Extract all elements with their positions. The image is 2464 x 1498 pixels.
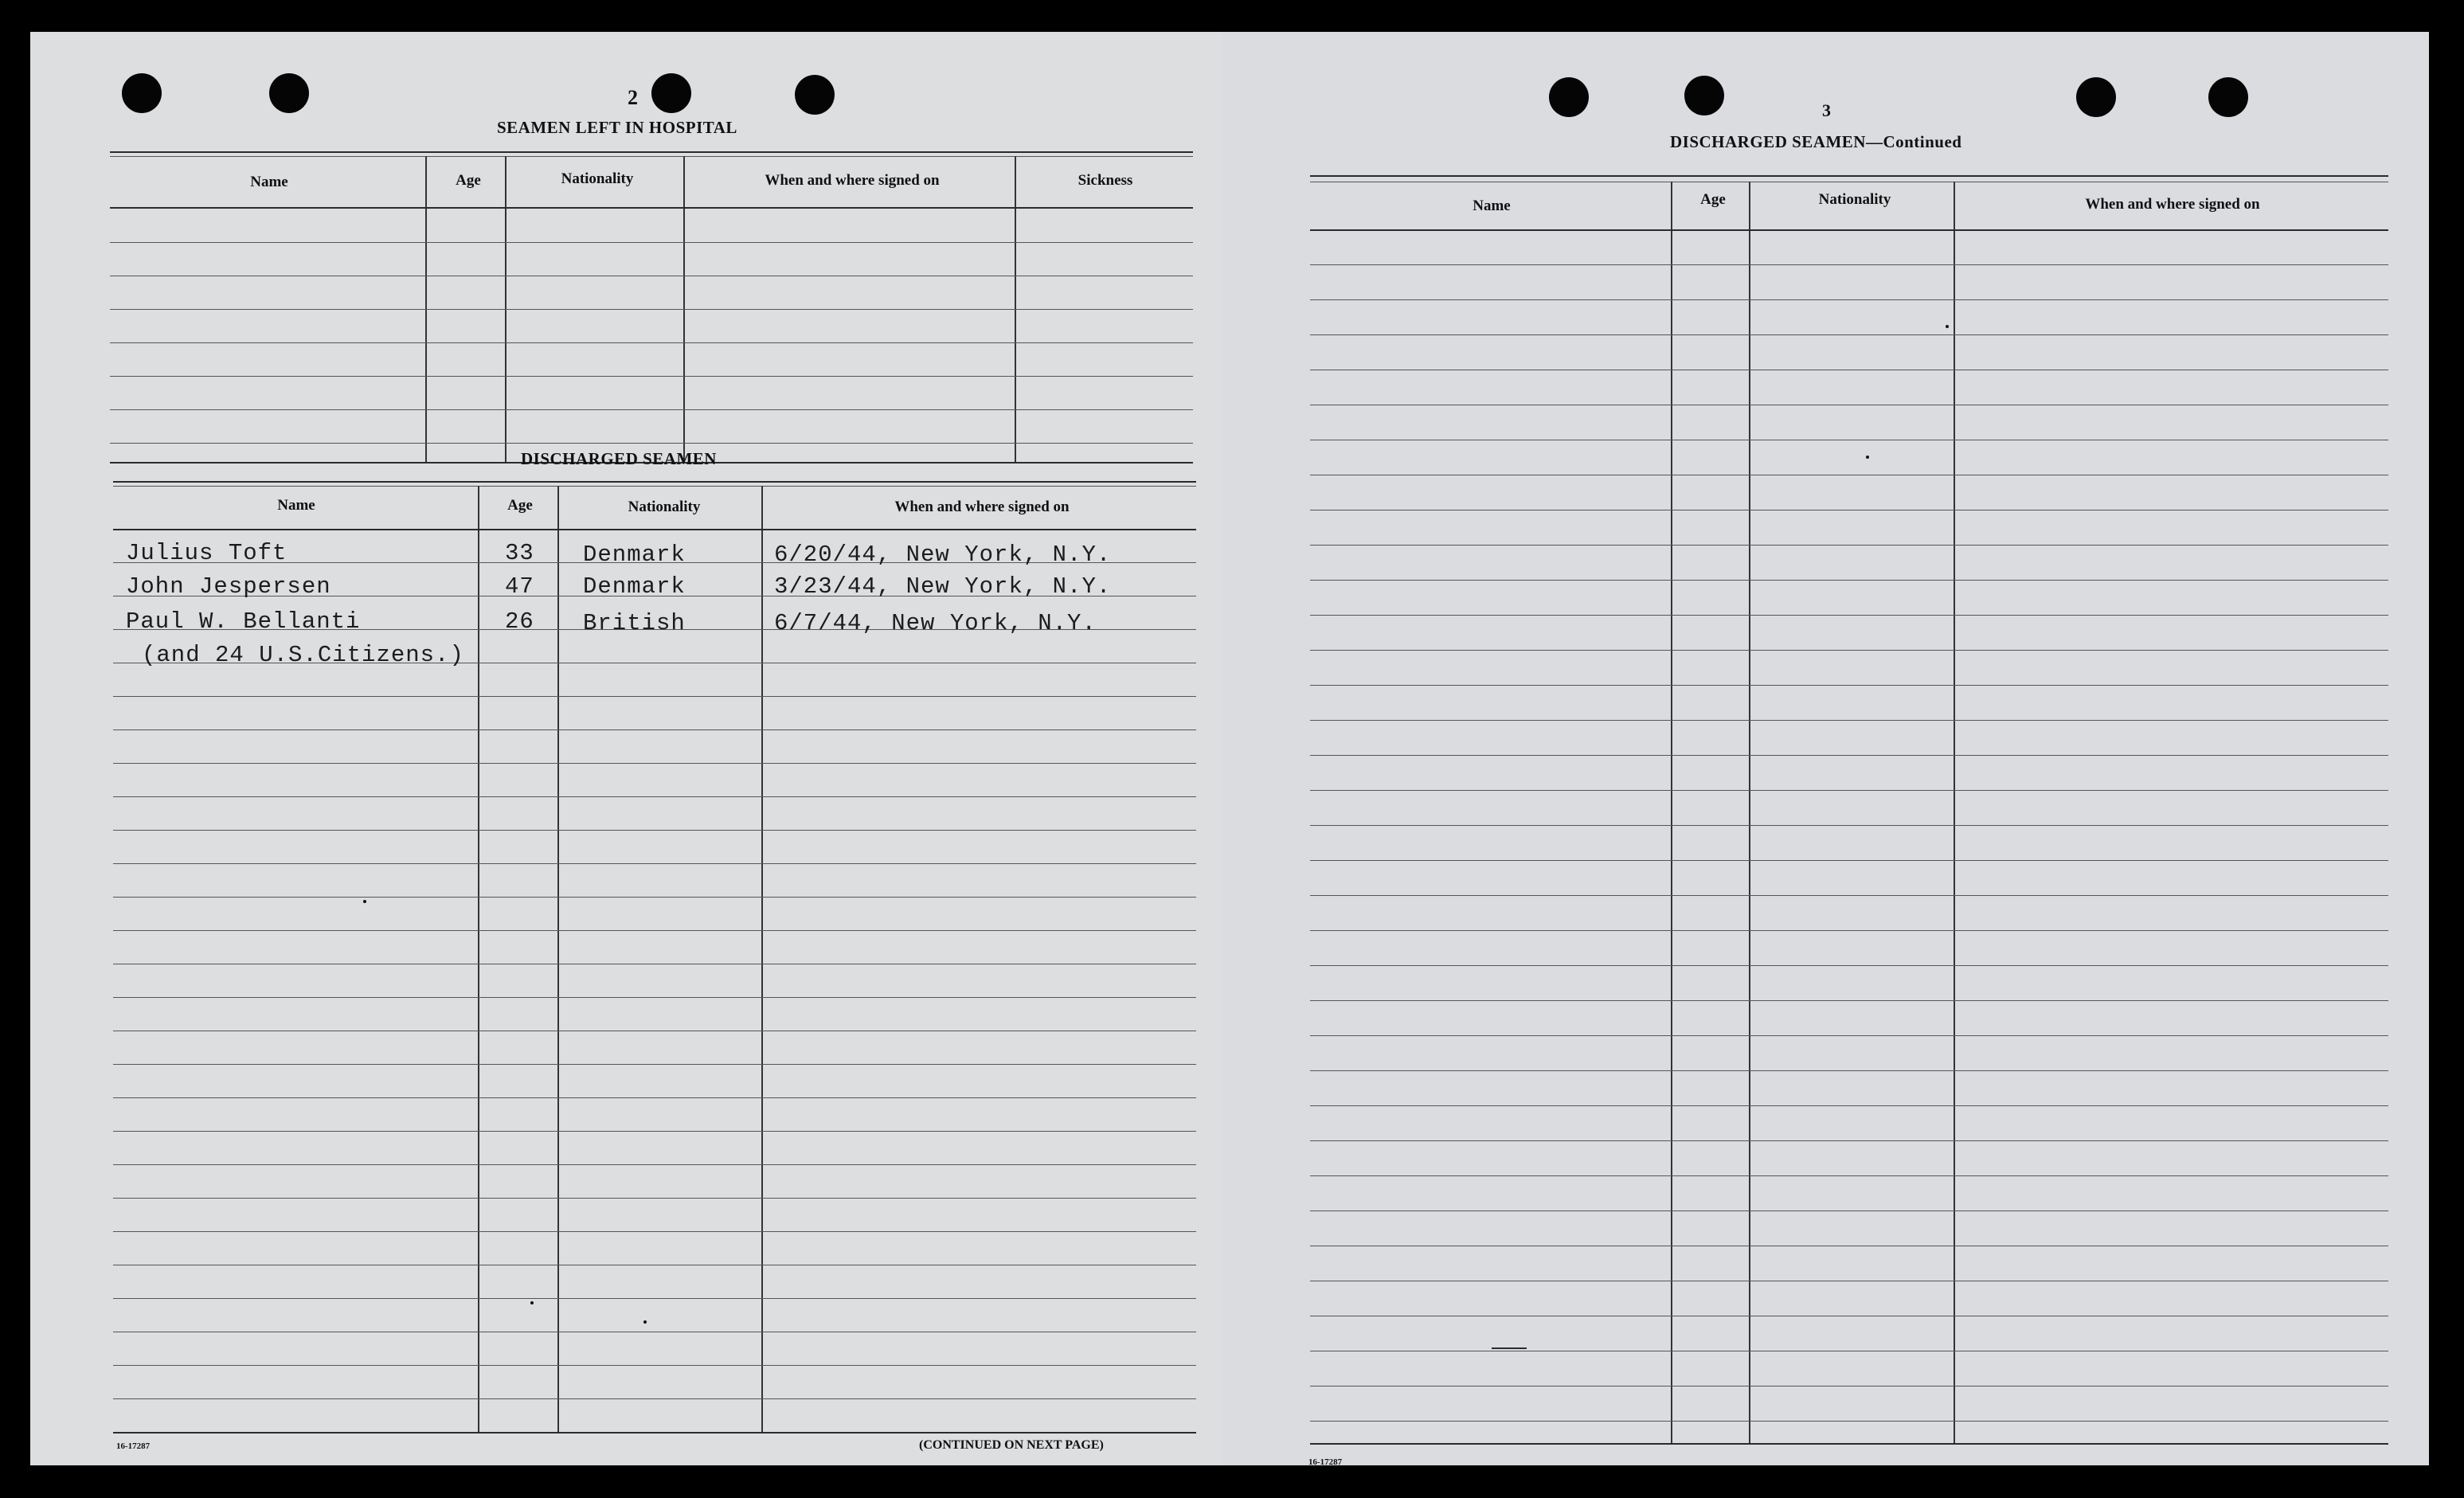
seaman-age: 47 [505, 573, 534, 600]
right-page [1222, 32, 2429, 1465]
discharged-col-name: Name [277, 497, 315, 514]
seaman-signed-on: 6/7/44, New York, N.Y. [774, 610, 1097, 636]
punch-hole [1684, 76, 1724, 115]
col-nationality: Nationality [1818, 191, 1891, 208]
seaman-name: Julius Toft [126, 540, 287, 566]
seaman-nationality: Denmark [583, 542, 686, 568]
punch-hole [651, 73, 691, 113]
hospital-col-sickness: Sickness [1078, 172, 1133, 189]
page-number: 3 [1822, 100, 1831, 120]
punch-hole [1549, 77, 1589, 117]
hospital-title: SEAMEN LEFT IN HOSPITAL [497, 118, 737, 137]
col-name: Name [1473, 198, 1511, 214]
discharged-col-age: Age [507, 497, 533, 514]
punch-hole [795, 75, 835, 115]
discharged-col-when-where: When and where signed on [894, 499, 1070, 515]
form-number: 16-17287 [116, 1441, 151, 1451]
hospital-col-when-where: When and where signed on [765, 172, 940, 189]
seaman-name: Paul W. Bellanti [126, 608, 361, 635]
seaman-nationality: British [583, 610, 686, 636]
discharged-col-nationality: Nationality [628, 499, 701, 515]
top-rule [1310, 175, 2388, 177]
left-page [30, 32, 1254, 1465]
discharged-top-rule [113, 481, 1196, 483]
page-title: DISCHARGED SEAMEN—Continued [1670, 132, 1962, 151]
hospital-col-age: Age [456, 172, 481, 189]
continued-note: (CONTINUED ON NEXT PAGE) [919, 1438, 1104, 1452]
seaman-signed-on: 3/23/44, New York, N.Y. [774, 573, 1112, 600]
seaman-signed-on: 6/20/44, New York, N.Y. [774, 542, 1112, 568]
hospital-top-rule [110, 151, 1193, 153]
seaman-age: 33 [505, 540, 534, 566]
form-number: 16-17287 [1308, 1457, 1343, 1467]
seaman-age: 26 [505, 608, 534, 635]
seaman-nationality: Denmark [583, 573, 686, 600]
page-number: 2 [628, 86, 638, 109]
punch-hole [122, 73, 162, 113]
discharged-title: DISCHARGED SEAMEN [521, 449, 717, 468]
punch-hole [269, 73, 309, 113]
seaman-name: John Jespersen [126, 573, 331, 600]
citizens-note: (and 24 U.S.Citizens.) [142, 642, 464, 668]
hospital-col-name: Name [250, 174, 288, 190]
col-age: Age [1700, 191, 1726, 208]
hospital-col-nationality: Nationality [561, 170, 634, 187]
punch-hole [2208, 77, 2248, 117]
punch-hole [2076, 77, 2116, 117]
col-when-where: When and where signed on [2085, 196, 2260, 213]
